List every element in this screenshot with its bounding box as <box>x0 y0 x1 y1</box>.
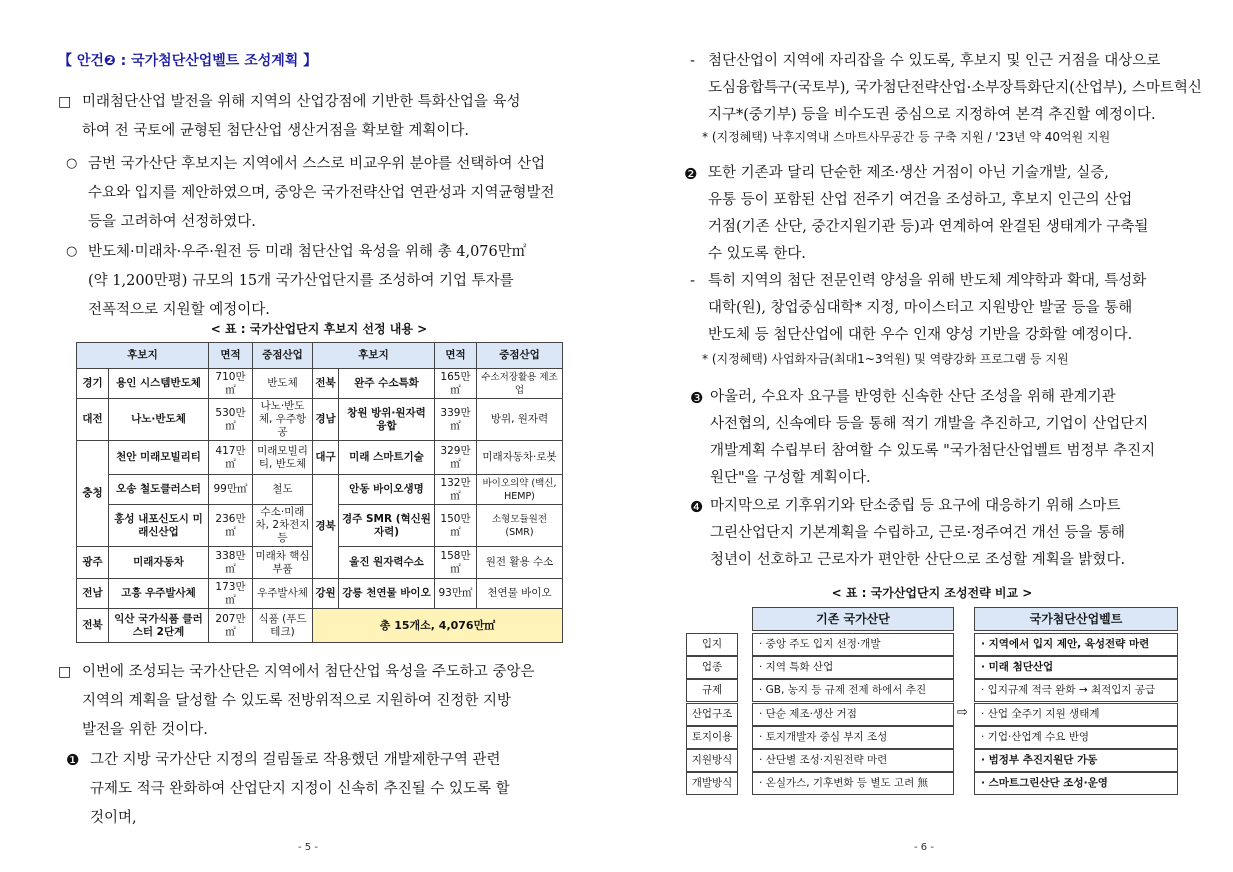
total-cell: 총 15개소, 4,076만㎡ <box>313 609 563 643</box>
area-cell: 417만㎡ <box>209 441 253 475</box>
area-cell: 338만㎡ <box>209 547 253 579</box>
text-line: 반도체 등 첨단산업에 대한 우수 인재 양성 기반을 강화할 예정이다. <box>708 327 1133 343</box>
area-cell: 710만㎡ <box>209 369 253 399</box>
old-cell: · 중앙 주도 입지 선정·개발 <box>752 633 954 656</box>
region-cell: 강원 <box>313 579 339 609</box>
area-cell: 530만㎡ <box>209 399 253 441</box>
area-cell: 158만㎡ <box>435 547 477 579</box>
region-cell: 대구 <box>313 441 339 475</box>
region-cell: 경기 <box>77 369 109 399</box>
text-line: 사전협의, 신속예타 등을 통해 적기 개발을 추진하고, 기업이 산업단지 <box>710 416 1149 432</box>
row-label: 지원방식 <box>686 749 738 772</box>
text-line: 그린산업단지 기본계획을 수립하고, 근로·정주여건 개선 등을 통해 <box>710 525 1126 541</box>
row-label: 개발방식 <box>686 772 738 795</box>
industry-cell: 소형모듈원전 (SMR) <box>477 505 563 547</box>
site-cell: 창원 방위·원자력 융합 <box>339 399 435 441</box>
site-cell: 익산 국가식품 클러스터 2단계 <box>109 609 209 643</box>
square-bullet-icon: □ <box>58 94 72 110</box>
old-cell: · GB, 농지 등 규제 전제 하에서 추진 <box>752 679 954 702</box>
text-line: 반도체·미래차·우주·원전 등 미래 첨단산업 육성을 위해 총 4,076만㎡ <box>88 244 527 260</box>
old-cell: · 지역 특화 산업 <box>752 656 954 679</box>
table-caption: < 표 : 국가산업단지 후보지 선정 내용 > <box>210 322 428 336</box>
text-line: 또한 기존과 달리 단순한 제조·생산 거점이 아닌 기술개발, 실증, <box>708 165 1109 181</box>
industry-cell: 수소·미래차, 2차전지 등 <box>253 505 313 547</box>
text-line: 이번에 조성되는 국가산단은 지역에서 첨단산업 육성을 주도하고 중앙은 <box>82 664 535 680</box>
page-number: - 5 - <box>298 842 318 853</box>
industry-cell: 천연물 바이오 <box>477 579 563 609</box>
table-row <box>77 609 563 643</box>
footnote: * (지정혜택) 사업화자금(최대1~3억원) 및 역량강화 프로그램 등 지원 <box>702 352 1069 366</box>
text-line: 청년이 선호하고 근로자가 편안한 산단으로 조성할 계획을 밝혔다. <box>710 552 1126 568</box>
region-cell: 충청 <box>77 441 109 547</box>
industry-cell: 수소저장활용 제조업 <box>477 369 563 399</box>
old-cell: · 단순 제조·생산 거점 <box>752 703 954 726</box>
old-cell: · 산단별 조성·지원전략 마련 <box>752 749 954 772</box>
row-label: 규제 <box>686 679 738 702</box>
text-line: 하여 전 국토에 균형된 첨단산업 생산거점을 확보할 계획이다. <box>82 123 470 139</box>
circle-bullet-icon: ○ <box>66 244 78 259</box>
new-cell: · 스마트그린산단 조성·운영 <box>974 772 1178 795</box>
text-line: 첨단산업이 지역에 자리잡을 수 있도록, 후보지 및 인근 거점을 대상으로 <box>708 53 1161 69</box>
footnote: * (지정혜택) 낙후지역내 스마트사무공간 등 구축 지원 / '23년 약 40억원 지원 <box>702 130 1111 144</box>
text-line: (약 1,200만평) 규모의 15개 국가산업단지를 조성하여 기업 투자를 <box>88 273 514 289</box>
text-line: 그간 지방 국가산단 지정의 걸림돌로 작용했던 개발제한구역 관련 <box>90 752 501 768</box>
number-3-icon: ❸ <box>690 389 704 407</box>
new-cell: · 범정부 추진지원단 가동 <box>974 749 1178 772</box>
industry-cell: 바이오의약 (백신, HEMP) <box>477 475 563 505</box>
text-line: 수 있도록 한다. <box>708 246 806 262</box>
area-cell: 207만㎡ <box>209 609 253 643</box>
industry-cell: 미래모빌리티, 반도체 <box>253 441 313 475</box>
area-cell: 329만㎡ <box>435 441 477 475</box>
section-title: 【 안건❷ : 국가첨단산업벨트 조성계획 】 <box>58 53 318 69</box>
page-number: - 6 - <box>914 842 934 853</box>
site-cell: 홍성 내포신도시 미래신산업 <box>109 505 209 547</box>
area-cell: 173만㎡ <box>209 579 253 609</box>
table-header-row <box>77 343 563 369</box>
industry-cell: 반도체 <box>253 369 313 399</box>
new-cell: · 미래 첨단산업 <box>974 656 1178 679</box>
new-cell: · 지역에서 입지 제안, 육성전략 마련 <box>974 633 1178 656</box>
site-cell: 강릉 천연물 바이오 <box>339 579 435 609</box>
industry-cell: 방위, 원자력 <box>477 399 563 441</box>
row-label: 토지이용 <box>686 726 738 749</box>
text-line: 마지막으로 기후위기와 탄소중립 등 요구에 대응하기 위해 스마트 <box>710 498 1121 514</box>
column-header: 중점산업 <box>477 343 563 369</box>
area-cell: 132만㎡ <box>435 475 477 505</box>
table-row <box>77 475 563 505</box>
text-line: 발전을 위한 것이다. <box>82 722 208 738</box>
text-line: 수요와 입지를 제안하였으며, 중앙은 국가전략산업 연관성과 지역균형발전 <box>88 185 555 201</box>
column-header: 후보지 <box>313 343 435 369</box>
text-line: 것이며, <box>90 810 137 826</box>
site-cell: 오송 철도클러스터 <box>109 475 209 505</box>
text-line: 개발계획 수립부터 참여할 수 있도록 "국가첨단산업벨트 범정부 추진지 <box>710 443 1156 459</box>
number-4-icon: ❹ <box>690 498 704 516</box>
old-cell: · 온실가스, 기후변화 등 별도 고려 無 <box>752 772 954 795</box>
text-line: 도심융합특구(국토부), 국가첨단전략산업·소부장특화단지(산업부), 스마트혁신 <box>708 80 1202 96</box>
region-cell: 광주 <box>77 547 109 579</box>
table-row <box>77 369 563 399</box>
column-header: 중점산업 <box>253 343 313 369</box>
text-line: 거점(기존 산단, 중간지원기관 등)과 연계하여 완결된 생태계가 구축될 <box>708 219 1149 235</box>
industry-cell: 우주발사체 <box>253 579 313 609</box>
table-caption: < 표 : 국가산업단지 조성전략 비교 > <box>831 586 1033 600</box>
site-cell: 나노·반도체 <box>109 399 209 441</box>
new-cell: · 입지규제 적극 완화 → 최적입지 공급 <box>974 679 1178 702</box>
text-line: 특히 지역의 첨단 전문인력 양성을 위해 반도체 계약학과 확대, 특성화 <box>708 273 1147 289</box>
region-cell: 전남 <box>77 579 109 609</box>
industry-cell: 미래자동차·로봇 <box>477 441 563 475</box>
text-line: 원단"을 구성할 계획이다. <box>710 470 871 486</box>
industry-cell: 미래차 핵심부품 <box>253 547 313 579</box>
text-line: 미래첨단산업 발전을 위해 지역의 산업강점에 기반한 특화산업을 육성 <box>82 94 521 110</box>
number-1-icon: ❶ <box>66 751 80 769</box>
old-cell: · 토지개발자 중심 부지 조성 <box>752 726 954 749</box>
site-cell: 미래 스마트기술 <box>339 441 435 475</box>
column-header: 면적 <box>209 343 253 369</box>
dash-marker: - <box>690 53 696 69</box>
row-label: 업종 <box>686 656 738 679</box>
industry-cell: 원전 활용 수소 <box>477 547 563 579</box>
site-cell: 울진 원자력수소 <box>339 547 435 579</box>
text-line: 규제도 적극 완화하여 산업단지 지정이 신속히 추진될 수 있도록 할 <box>90 781 510 797</box>
site-cell: 용인 시스템반도체 <box>109 369 209 399</box>
table-row <box>77 441 563 475</box>
industry-cell: 나노·반도체, 우주항공 <box>253 399 313 441</box>
region-cell: 경남 <box>313 399 339 441</box>
industry-cell: 식품 (푸드테크) <box>253 609 313 643</box>
column-header: 면적 <box>435 343 477 369</box>
site-cell: 경주 SMR (혁신원자력) <box>339 505 435 547</box>
row-label: 입지 <box>686 633 738 656</box>
circle-bullet-icon: ○ <box>66 156 78 171</box>
text-line: 지역의 계획을 달성할 수 있도록 전방위적으로 지원하여 진정한 지방 <box>82 693 512 709</box>
text-line: 금번 국가산단 후보지는 지역에서 스스로 비교우위 분야를 선택하여 산업 <box>88 156 546 172</box>
candidate-table <box>76 342 563 643</box>
site-cell: 완주 수소특화 <box>339 369 435 399</box>
text-line: 대학(원), 창업중심대학* 지정, 마이스터고 지원방안 발굴 등을 통해 <box>708 300 1133 316</box>
number-2-icon: ❷ <box>684 165 698 183</box>
text-line: 등을 고려하여 선정하였다. <box>88 214 256 230</box>
dash-marker: - <box>690 273 696 289</box>
square-bullet-icon: □ <box>58 664 72 680</box>
text-line: 유통 등이 포함된 산업 전주기 여건을 조성하고, 후보지 인근의 산업 <box>708 192 1133 208</box>
area-cell: 165만㎡ <box>435 369 477 399</box>
column-header: 후보지 <box>77 343 209 369</box>
site-cell: 고흥 우주발사체 <box>109 579 209 609</box>
area-cell: 99만㎡ <box>209 475 253 505</box>
area-cell: 93만㎡ <box>435 579 477 609</box>
new-cell: · 산업 全주기 지원 생태계 <box>974 703 1178 726</box>
region-cell: 전북 <box>77 609 109 643</box>
text-line: 아울러, 수요자 요구를 반영한 신속한 산단 조성을 위해 관계기관 <box>710 389 1116 405</box>
area-cell: 339만㎡ <box>435 399 477 441</box>
column-header-old: 기존 국가산단 <box>752 607 954 631</box>
page-5 <box>0 0 616 872</box>
arrow-right-icon: ⇨ <box>957 705 968 720</box>
text-line: 지구*(중기부) 등을 비수도권 중심으로 지정하여 본격 추진할 예정이다. <box>708 107 1156 123</box>
region-cell: 전북 <box>313 369 339 399</box>
industry-cell: 철도 <box>253 475 313 505</box>
site-cell: 미래자동차 <box>109 547 209 579</box>
column-header-new: 국가첨단산업벨트 <box>974 607 1178 631</box>
text-line: 전폭적으로 지원할 예정이다. <box>88 302 270 318</box>
row-label: 산업구조 <box>686 703 738 726</box>
site-cell: 천안 미래모빌리티 <box>109 441 209 475</box>
new-cell: · 기업·산업계 수요 반영 <box>974 726 1178 749</box>
table-row <box>77 579 563 609</box>
region-cell: 대전 <box>77 399 109 441</box>
area-cell: 236만㎡ <box>209 505 253 547</box>
table-row <box>77 399 563 441</box>
region-cell: 경북 <box>313 475 339 579</box>
site-cell: 안동 바이오생명 <box>339 475 435 505</box>
area-cell: 150만㎡ <box>435 505 477 547</box>
